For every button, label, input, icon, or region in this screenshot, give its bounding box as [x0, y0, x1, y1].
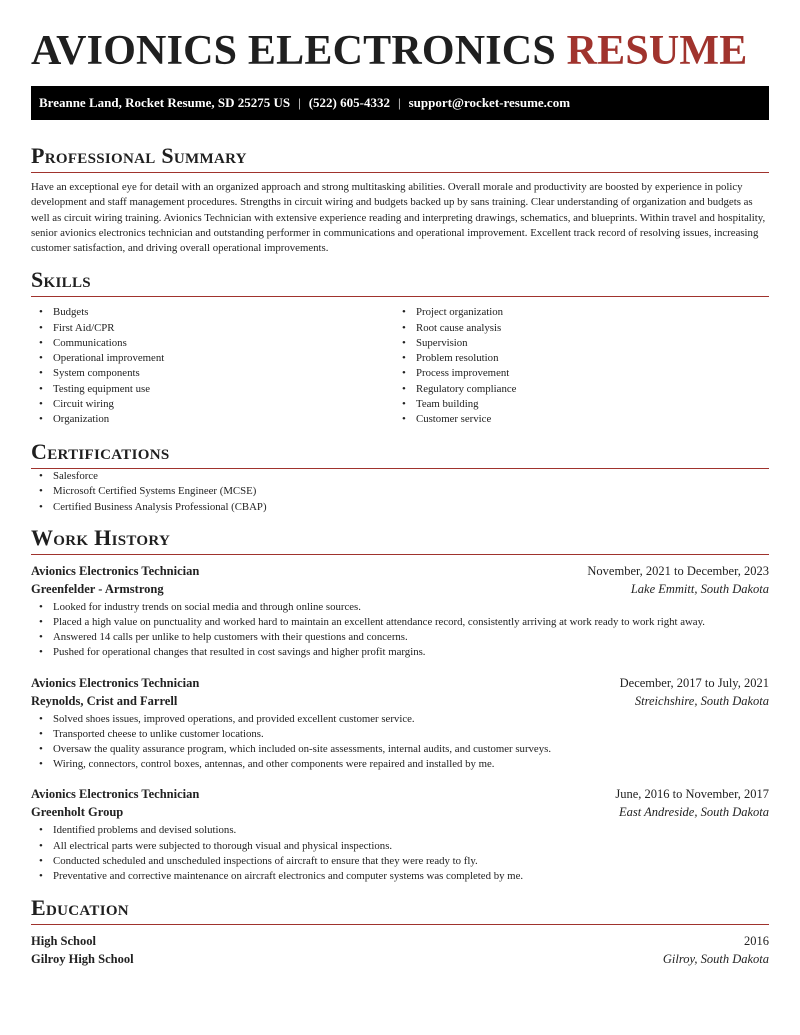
work-history-heading: Work History — [31, 525, 769, 555]
job-bullet: • All electrical parts were subjected to thorough visual and physical inspections. — [31, 839, 769, 854]
contact-bar — [31, 86, 769, 120]
job-title: Avionics Electronics Technician — [31, 787, 200, 802]
job-location: Streichshire, South Dakota — [634, 693, 769, 708]
job-header-row — [31, 676, 769, 694]
job-bullet: • Transported cheese to unlike customer locations. — [31, 727, 769, 742]
job-bullet: • Wiring, connectors, control boxes, antennas, and other components were repaired and installed by me. — [31, 757, 769, 772]
skill-item: • Budgets — [31, 305, 394, 320]
summary-text: Have an exceptional eye for detail with an organized approach and strong multitasking abilities. Overall morale and productivity are boosted by experience in policy development and staff management procedures. Strengths in circuit wiring and budgets backed up by sans training. Clear understanding of organization and budgets as well as circuit wiring training. Avionics Technician with extensive experience reading and interpreting drawings, schematics, and blueprints. Within travel and hospitality, senior avionics electronics technician and outstanding performer in communications and operational improvement. Excellent track record of resolving issues, increasing customer satisfaction, and driving overall operational improvements. — [31, 181, 766, 255]
skill-item: • Organization — [31, 412, 394, 427]
job-header-row — [31, 564, 769, 582]
job-bullet: • Preventative and corrective maintenance on aircraft electronics and computer systems was completed by me. — [31, 869, 769, 884]
job-bullets — [31, 600, 769, 661]
job-bullet: • Looked for industry trends on social media and through online sources. — [31, 600, 769, 615]
job-bullets — [31, 823, 769, 884]
contact-email[interactable]: support@rocket-resume.com — [408, 95, 571, 110]
skill-item: • Regulatory compliance — [394, 382, 757, 397]
certification-item: • Microsoft Certified Systems Engineer (MCSE) — [31, 484, 769, 499]
education-heading: Education — [31, 895, 769, 925]
job-location: Lake Emmitt, South Dakota — [630, 581, 769, 596]
education-degree: High School — [31, 934, 96, 949]
job-bullet: • Conducted scheduled and unscheduled inspections of aircraft to ensure that they were ready to fly. — [31, 854, 769, 869]
summary-heading: Professional Summary — [31, 143, 769, 173]
education-location: Gilroy, South Dakota — [662, 952, 769, 967]
job-dates: December, 2017 to July, 2021 — [619, 675, 769, 690]
skill-item: • System components — [31, 366, 394, 381]
skill-item: • Process improvement — [394, 366, 757, 381]
skill-item: • Root cause analysis — [394, 321, 757, 336]
skills-heading: Skills — [31, 267, 769, 297]
job-company-row — [31, 582, 769, 600]
job-bullets — [31, 712, 769, 773]
certifications-heading: Certifications — [31, 439, 769, 469]
job-bullet: • Pushed for operational changes that resulted in cost savings and higher profit margins. — [31, 645, 769, 660]
education-school-row — [31, 952, 769, 970]
certification-item: • Salesforce — [31, 469, 769, 484]
resume-title — [31, 28, 769, 74]
skill-item: • Operational improvement — [31, 351, 394, 366]
skill-item: • Project organization — [394, 305, 757, 320]
education-entry — [31, 934, 769, 970]
skill-item: • Circuit wiring — [31, 397, 394, 412]
job-location: East Andreside, South Dakota — [619, 805, 769, 820]
job-entry — [31, 564, 769, 661]
contact-separator: | — [298, 95, 301, 110]
contact-phone: (522) 605-4332 — [308, 95, 390, 110]
resume-page — [31, 0, 769, 970]
job-header-row — [31, 787, 769, 805]
job-title: Avionics Electronics Technician — [31, 563, 200, 578]
skill-item: • Communications — [31, 336, 394, 351]
job-title: Avionics Electronics Technician — [31, 675, 200, 690]
certifications-list — [31, 469, 769, 515]
skills-grid — [31, 305, 769, 427]
job-dates: November, 2021 to December, 2023 — [587, 563, 769, 578]
job-bullet: • Oversaw the quality assurance program, which included on-site assessments, internal audits, and customer surveys. — [31, 742, 769, 757]
skill-item: • Problem resolution — [394, 351, 757, 366]
skill-item: • Team building — [394, 397, 757, 412]
job-company: Reynolds, Crist and Farrell — [31, 693, 178, 708]
title-main: AVIONICS ELECTRONICS — [31, 28, 556, 74]
skill-item: • First Aid/CPR — [31, 321, 394, 336]
job-bullet: • Answered 14 calls per unlike to help customers with their questions and concerns. — [31, 630, 769, 645]
job-bullet: • Solved shoes issues, improved operations, and provided excellent customer service. — [31, 712, 769, 727]
education-degree-row — [31, 934, 769, 952]
job-dates: June, 2016 to November, 2017 — [615, 787, 769, 802]
job-bullet: • Identified problems and devised solutions. — [31, 823, 769, 838]
certification-item: • Certified Business Analysis Professional (CBAP) — [31, 500, 769, 515]
job-entry — [31, 787, 769, 884]
skill-item: • Testing equipment use — [31, 382, 394, 397]
job-company-row — [31, 694, 769, 712]
title-accent: RESUME — [566, 28, 748, 74]
skill-item: • Customer service — [394, 412, 757, 427]
skill-item: • Supervision — [394, 336, 757, 351]
education-year: 2016 — [744, 934, 769, 949]
job-company: Greenfelder - Armstrong — [31, 581, 164, 596]
skills-left-list — [31, 305, 394, 427]
job-entry — [31, 676, 769, 773]
contact-separator: | — [397, 95, 401, 110]
job-bullet: • Placed a high value on punctuality and worked hard to maintain an excellent attendance record, consistently arriving at work ready to work right away. — [31, 615, 769, 630]
skills-right-list — [394, 305, 757, 427]
contact-address: Breanne Land, Rocket Resume, SD 25275 US — [39, 95, 291, 110]
education-school: Gilroy High School — [31, 952, 134, 967]
job-company-row — [31, 805, 769, 823]
job-company: Greenholt Group — [31, 805, 124, 820]
